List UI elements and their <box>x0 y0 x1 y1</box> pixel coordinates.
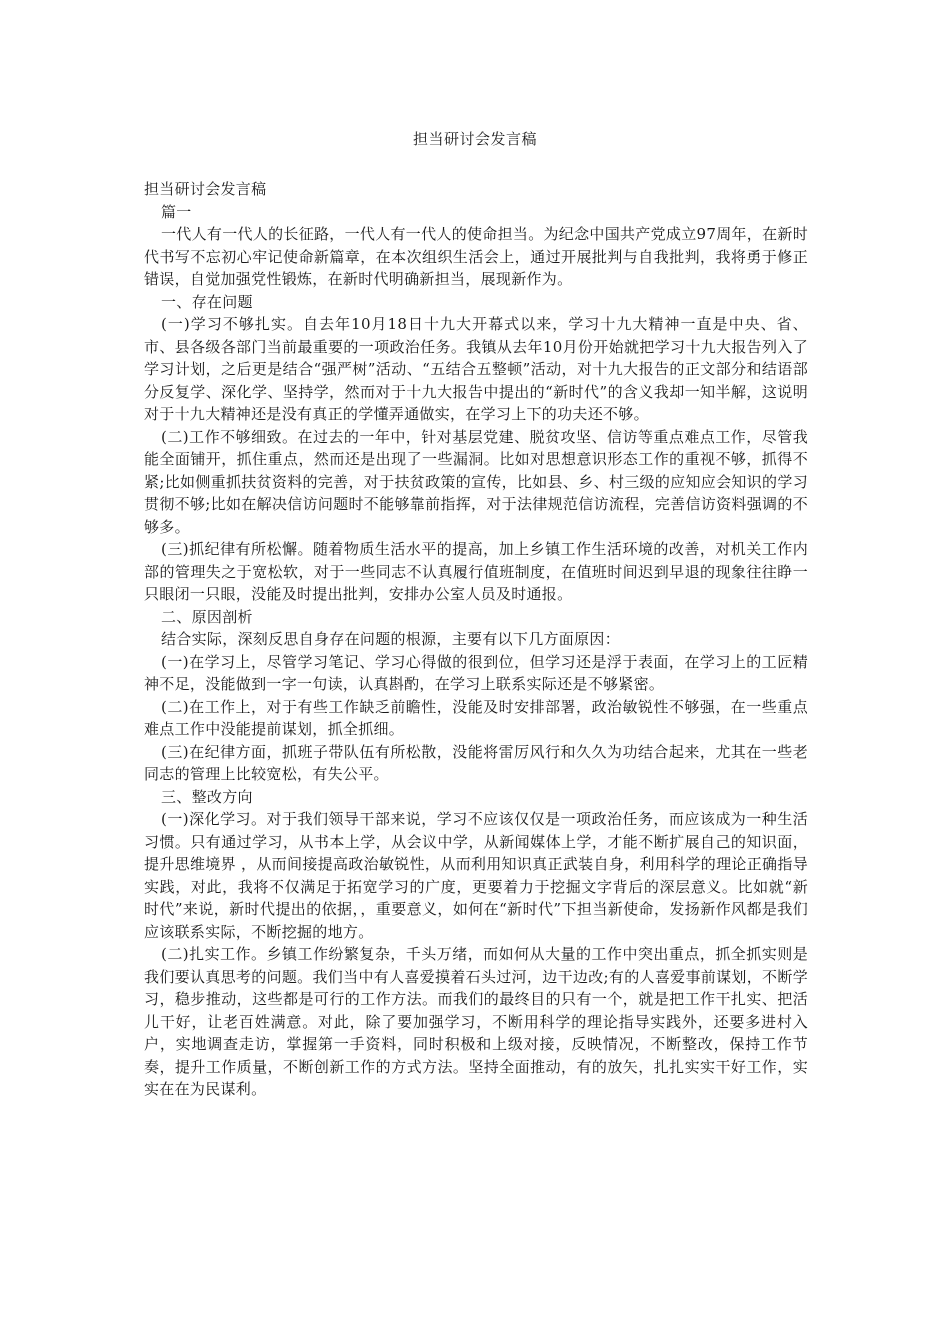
direction-paragraph-2: (二)扎实工作。乡镇工作纷繁复杂，千头万绪，而如何从大量的工作中突出重点，抓全抓实则是我们要认真思考的问题。我们当中有人喜爱摸着石头过河，边干边改;有的人喜爱事前谋划，不断学习，稳步推动，这些都是可行的工作方法。而我们的最终目的只有一个，就是把工作干扎实、把活儿干好，让老百姓满意。对此，除了要加强学习，不断用科学的理论指导实践外，还要多进村入户，实地调查走访，掌握第一手资料，同时积极和上级对接，反映情况，不断整改，保持工作节奏，提升工作质量，不断创新工作的方式方法。坚持全面推动，有的放矢，扎扎实实干好工作，实实在在为民谋利。 <box>144 945 808 1098</box>
document-title: 担当研讨会发言稿 <box>412 130 537 148</box>
reason-intro-paragraph: 结合实际，深刻反思自身存在问题的根源，主要有以下几方面原因： <box>161 630 621 648</box>
heading-directions: 三、整改方向 <box>161 787 253 806</box>
section-label: 篇一 <box>161 202 192 221</box>
problem-paragraph-2: (二)工作不够细致。在过去的一年中，针对基层党建、脱贫攻坚、信访等重点难点工作，尽管我能全面铺开，抓住重点，然而还是出现了一些漏洞。比如对思想意识形态工作的重视不够，抓得不紧;比如侧重抓扶贫资料的完善，对于扶贫政策的宣传，比如县、乡、村三级的应知应会知识的学习贯彻不够;比如在解决信访问题时不能够靠前指挥，对于法律规范信访流程，完善信访资料强调的不够多。 <box>144 427 808 536</box>
document-body <box>144 178 808 1101</box>
direction-paragraph-1: (一)深化学习。对于我们领导干部来说，学习不应该仅仅是一项政治任务，而应该成为一种生活习惯。只有通过学习，从书本上学，从会议中学，从新闻媒体上学，才能不断扩展自己的知识面，提升思维境界 ，从而间接提高政治敏锐性，从而利用知识真正武装自身，利用科学的理论正确指导实践，对此，我将不仅满足于拓宽学习的广度，更要着力于挖掘文字背后的深层意义。比如就“新时代”来说，新时代提出的依据，，重要意义，如何在“新时代”下担当新使命，发扬新作风都是我们应该联系实际，不断挖掘的地方。 <box>144 810 808 941</box>
heading-problems: 一、存在问题 <box>161 292 253 311</box>
intro-paragraph: 一代人有一代人的长征路，一代人有一代人的使命担当。为纪念中国共产党成立97周年，在新时代书写不忘初心牢记使命新篇章，在本次组织生活会上，通过开展批判与自我批判，我将勇于修正错误，自觉加强党性锻炼，在新时代明确新担当，展现新作为。 <box>144 225 808 288</box>
reason-paragraph-2: (二)在工作上，对于有些工作缺乏前瞻性，没能及时安排部署，政治敏锐性不够强，在一些重点难点工作中没能提前谋划，抓全抓细。 <box>144 697 808 738</box>
reason-paragraph-3: (三)在纪律方面，抓班子带队伍有所松散，没能将雷厉风行和久久为功结合起来，尤其在一些老同志的管理上比较宽松，有失公平。 <box>144 742 808 783</box>
problem-paragraph-1: (一)学习不够扎实。自去年10月18日十九大开幕式以来，学习十九大精神一直是中央、省、市、县各级各部门当前最重要的一项政治任务。我镇从去年10月份开始就把学习十九大报告列入了学习计划，之后更是结合“强严树”活动、“五结合五整顿”活动，对十九大报告的正文部分和结语部分反复学、深化学、坚持学，然而对于十九大报告中提出的“新时代”的含义我却一知半解，这说明对于十九大精神还是没有真正的学懂弄通做实，在学习上下的功夫还不够。 <box>144 315 808 423</box>
reason-paragraph-1: (一)在学习上，尽管学习笔记、学习心得做的很到位，但学习还是浮于表面，在学习上的工匠精神不足，没能做到一字一句读，认真斟酌，在学习上联系实际还是不够紧密。 <box>144 652 808 693</box>
problem-paragraph-3: (三)抓纪律有所松懈。随着物质生活水平的提高，加上乡镇工作生活环境的改善，对机关工作内部的管理失之于宽松软，对于一些同志不认真履行值班制度，在值班时间迟到早退的现象往往睁一只眼闭一只眼，没能及时提出批判，安排办公室人员及时通报。 <box>144 540 808 603</box>
document-subtitle: 担当研讨会发言稿 <box>144 180 267 198</box>
heading-reasons: 二、原因剖析 <box>161 607 253 626</box>
